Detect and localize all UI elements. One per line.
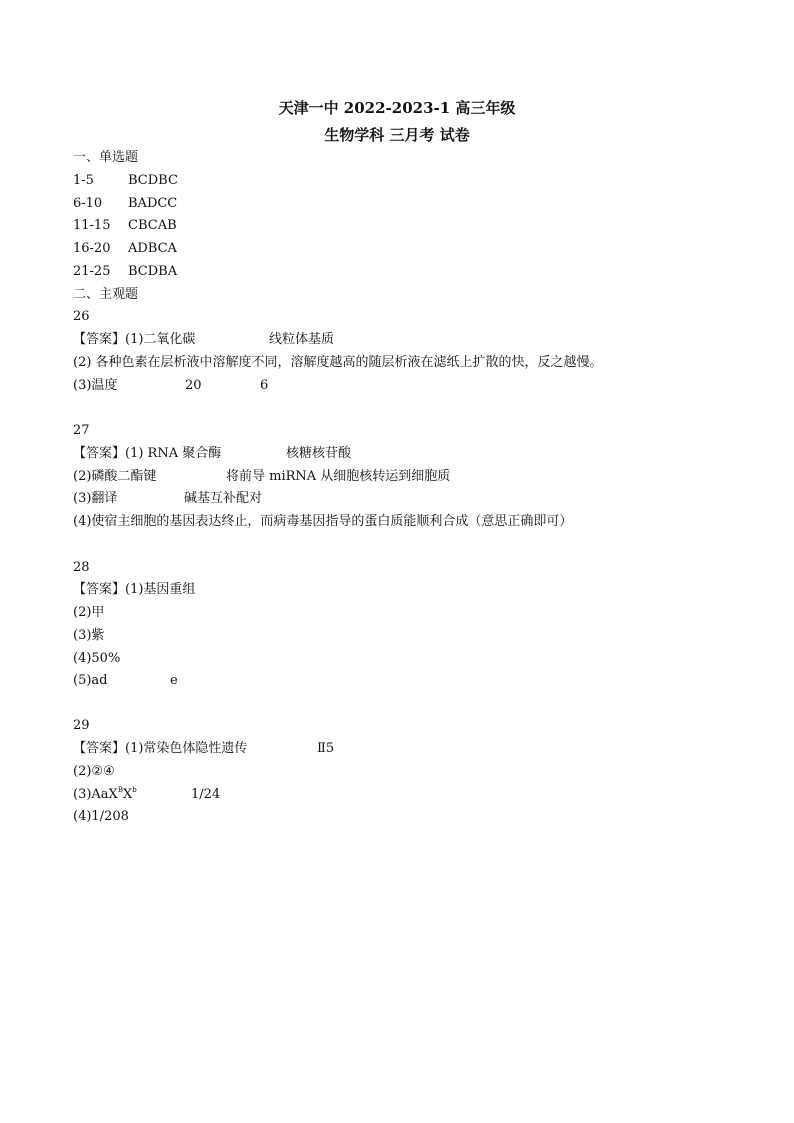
answer-part: 1/24: [191, 787, 221, 802]
answer-line: [73, 446, 351, 462]
answer-part: (3)温度: [73, 378, 118, 393]
answer-letters: BADCC: [128, 196, 178, 211]
question-number-29: 29: [73, 718, 90, 733]
answer-row: [73, 173, 178, 189]
answer-line: [73, 491, 262, 507]
answer-line: (3)紫: [73, 628, 105, 643]
answer-part: 核糖核苷酸: [286, 446, 352, 461]
answer-line: (4)1/208: [73, 809, 129, 824]
answer-part: (2)磷酸二酯键: [73, 469, 157, 484]
genotype-x: X: [122, 787, 133, 802]
answer-part: 碱基互补配对: [184, 491, 263, 506]
answer-line: (2)②④: [73, 764, 115, 779]
answer-row: [73, 264, 177, 280]
answer-part: Ⅱ5: [317, 741, 335, 756]
genotype-answer: [73, 787, 191, 804]
answer-row: [73, 196, 177, 212]
answer-part: 20: [185, 378, 202, 393]
answer-letters: CBCAB: [128, 218, 177, 233]
answer-line: [73, 741, 334, 757]
answer-row: [73, 241, 177, 257]
genotype-superscript: B: [117, 786, 123, 794]
answer-row: [73, 218, 177, 234]
answer-line: (4)50%: [73, 651, 121, 666]
answer-range: 21-25: [73, 264, 111, 279]
answer-line: (2) 各种色素在层析液中溶解度不同，溶解度越高的随层析液在滤纸上扩散的快，反之越慢。: [73, 355, 603, 370]
question-number-26: 26: [73, 309, 90, 324]
answer-part: 6: [260, 378, 269, 393]
answer-part: 线粒体基质: [269, 332, 335, 347]
answer-part: 将前导 miRNA 从细胞核转运到细胞质: [226, 469, 451, 484]
answer-line: [73, 673, 178, 689]
answer-part: (3)翻译: [73, 491, 118, 506]
answer-letters: BCDBA: [128, 264, 178, 279]
answer-part: 【答案】(1) RNA 聚合酶: [73, 446, 222, 461]
answer-line: (2)甲: [73, 605, 105, 620]
genotype-base: (3)AaX: [73, 787, 118, 802]
answer-line: (4)使宿主细胞的基因表达终止，而病毒基因指导的蛋白质能顺利合成（意思正确即可）: [73, 514, 573, 529]
answer-line: 【答案】(1)基因重组: [73, 582, 196, 597]
answer-line: [73, 378, 268, 394]
answer-line: [73, 332, 334, 348]
answer-line: [73, 787, 220, 804]
answer-part: 【答案】(1)二氧化碳: [73, 332, 196, 347]
document-title: 天津一中 2022-2023-1 高三年级: [278, 99, 516, 117]
answer-part: 【答案】(1)常染色体隐性遗传: [73, 741, 248, 756]
answer-range: 6-10: [73, 196, 103, 211]
section-heading-subjective: 二、主观题: [73, 287, 139, 302]
answer-letters: BCDBC: [128, 173, 178, 188]
answer-part: e: [170, 673, 178, 688]
answer-range: 11-15: [73, 218, 111, 233]
answer-letters: ADBCA: [128, 241, 177, 256]
genotype-superscript: b: [132, 786, 137, 794]
answer-range: 16-20: [73, 241, 111, 256]
question-number-27: 27: [73, 423, 90, 438]
answer-line: [73, 469, 450, 485]
question-number-28: 28: [73, 560, 90, 575]
answer-part: (5)ad: [73, 673, 108, 688]
section-heading-single-choice: 一、单选题: [73, 150, 139, 165]
document-subtitle: 生物学科 三月考 试卷: [324, 126, 470, 144]
answer-range: 1-5: [73, 173, 94, 188]
